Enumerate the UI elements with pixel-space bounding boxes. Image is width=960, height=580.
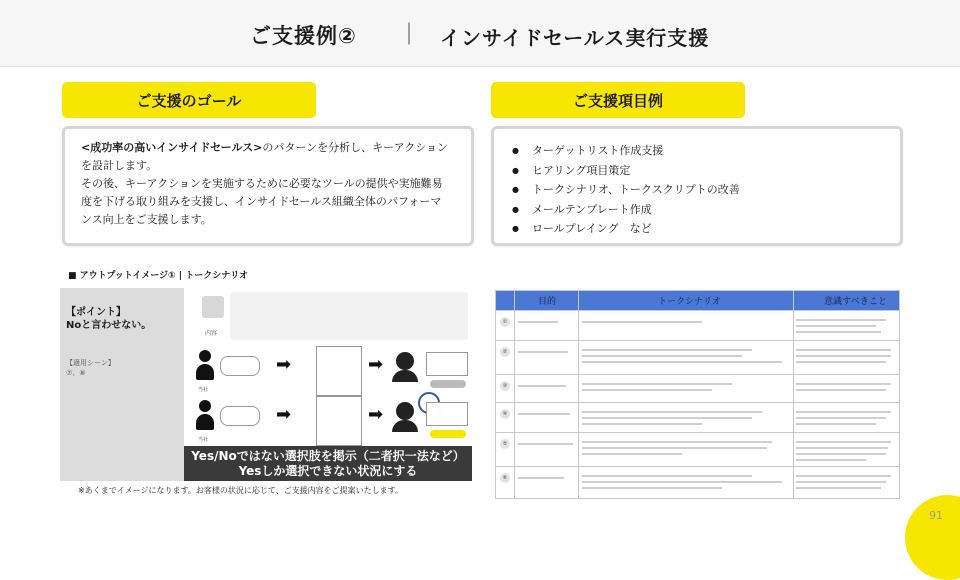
slide-title: ご支援例② <box>250 24 357 48</box>
row-number: ④ <box>500 409 510 419</box>
banner-line-1: Yes/Noではない選択肢を掲示（二者択一法など） <box>191 449 465 463</box>
table-row <box>496 402 899 433</box>
row-number: ③ <box>500 381 510 391</box>
table-header-cell: 目的 <box>538 297 557 307</box>
speech-bubble <box>220 406 260 426</box>
table-row <box>496 374 899 403</box>
row-number: ⑤ <box>500 439 510 449</box>
person-icon <box>196 400 214 434</box>
person-icon <box>196 350 214 384</box>
point-panel <box>60 288 184 481</box>
scene-value: ⑦、⑧ <box>66 369 86 377</box>
table-header-cell: トークシナリオ <box>658 297 721 307</box>
row-number: ② <box>500 347 510 357</box>
support-item: ● ロールプレイング など <box>510 219 740 239</box>
goal-text-1: のパターンを分析し、キーアクションを設計します。 <box>81 141 449 172</box>
support-item: ● メールテンプレート作成 <box>510 200 740 220</box>
support-items-label: ご支援項目例 <box>491 82 745 118</box>
point-label: 【ポイント】 <box>66 307 126 318</box>
support-items-box <box>491 126 903 246</box>
goal-bold-lead: <成功率の高いインサイドセールス> <box>81 141 263 154</box>
table-row <box>496 466 899 498</box>
table-header-cell: 意識すべきこと <box>824 297 887 307</box>
title-separator: ｜ <box>398 23 421 48</box>
reply-box <box>426 402 468 426</box>
slide-header <box>0 0 960 67</box>
point-value: Noと言わせない。 <box>66 320 152 331</box>
table-header <box>496 291 899 310</box>
scenario-row <box>196 396 472 446</box>
arrow-icon: ➡ <box>368 354 384 375</box>
scenario-row <box>196 346 472 396</box>
option-card <box>316 396 362 446</box>
scene-label: 【適用シーン】 <box>66 359 115 367</box>
content-icon <box>202 296 224 318</box>
page-number: 91 <box>929 509 943 522</box>
slide-subtitle: インサイドセールス実行支援 <box>440 26 710 50</box>
speech-bubble <box>220 356 260 376</box>
content-label: 内容 <box>205 330 218 337</box>
customer-icon <box>392 402 418 432</box>
talk-scenario-table <box>495 290 900 499</box>
support-item: ● トークシナリオ、トークスクリプトの改善 <box>510 180 740 200</box>
goal-text-2: その後、キーアクションを実施するために必要なツールの提供や実施難易度を下げる取り組みを支援し、インサイドセールス組織全体のパフォーマンス向上をご支援します。 <box>81 177 443 226</box>
talk-scenario-image <box>60 288 472 481</box>
point-text <box>66 306 151 332</box>
reply-box <box>426 352 468 376</box>
support-items-list <box>510 141 740 239</box>
table-row <box>496 310 899 341</box>
goal-description <box>81 139 451 229</box>
arrow-icon: ➡ <box>368 404 384 425</box>
row-number: ① <box>500 317 510 327</box>
table-row <box>496 340 899 375</box>
footnote: ※あくまでイメージになります。お客様の状況に応じて、ご支援内容をご提案いたします。 <box>78 486 404 495</box>
table-row <box>496 432 899 467</box>
option-card <box>316 346 362 396</box>
key-message-banner <box>184 446 472 481</box>
support-item: ● ヒアリング項目策定 <box>510 161 740 181</box>
corner-decoration-bottom-right <box>905 495 960 580</box>
person-label: 当社 <box>198 437 209 443</box>
banner-line-2: Yesしか選択できない状況にする <box>238 464 418 478</box>
goal-box <box>62 126 474 246</box>
status-tag <box>430 380 466 388</box>
status-tag <box>430 430 466 438</box>
scene-text <box>66 358 115 378</box>
goal-label: ご支援のゴール <box>62 82 316 118</box>
arrow-icon: ➡ <box>276 404 292 425</box>
output-title: ■ アウトプットイメージ① | トークシナリオ <box>68 271 249 281</box>
content-note <box>230 292 468 340</box>
row-number: ⑥ <box>500 473 510 483</box>
person-label: 当社 <box>198 387 209 393</box>
arrow-icon: ➡ <box>276 354 292 375</box>
customer-icon <box>392 352 418 382</box>
support-item: ● ターゲットリスト作成支援 <box>510 141 740 161</box>
